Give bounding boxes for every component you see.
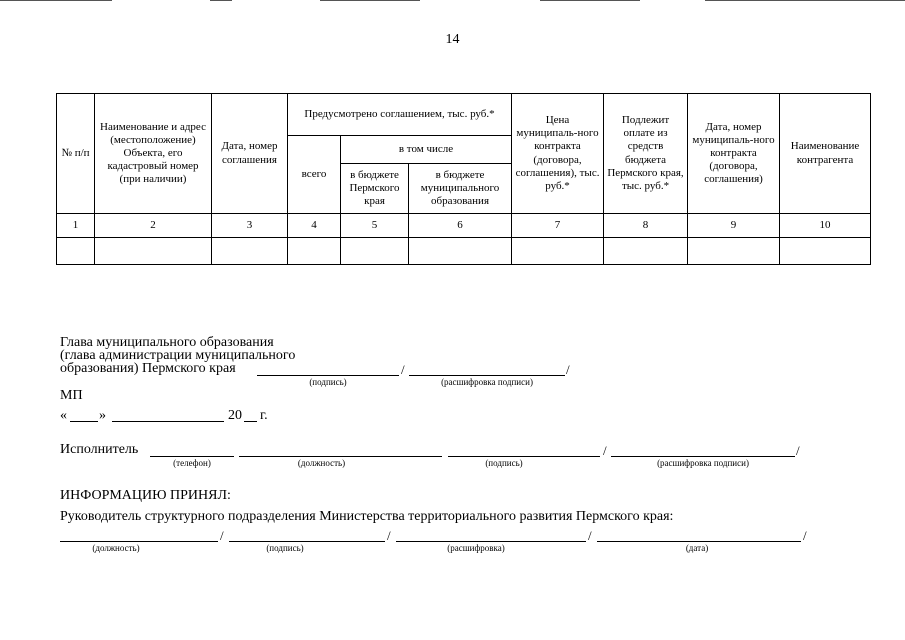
scan-edge-line [210,0,232,1]
header-payable: Подлежит оплате из средств бюджета Пермского края, тыс. руб.* [604,94,688,214]
header-including: в том числе [341,136,512,164]
date-year-prefix: 20 [228,408,242,423]
column-number: 10 [780,214,871,238]
unit-date-field[interactable] [597,541,801,542]
date-close-quote: » [99,408,106,423]
scan-edge-line [705,0,905,1]
separator: / [220,528,224,543]
executor-label: Исполнитель [60,442,139,457]
column-number: 4 [288,214,341,238]
header-object: Наименование и адрес (местоположение) Объекта, его кадастровый номер (при наличии) [95,94,212,214]
separator: / [796,443,800,458]
separator: / [603,443,607,458]
caption-decode-signature: (расшифровка подписи) [441,377,533,387]
column-number: 8 [604,214,688,238]
head-title-line3: образования) Пермского края [60,361,236,376]
column-number: 1 [57,214,95,238]
header-price: Цена муниципаль-ного контракта (договора, соглашения), тыс. руб.* [512,94,604,214]
unit-signature-field[interactable] [229,541,385,542]
executor-phone-field[interactable] [150,456,234,457]
column-number: 5 [341,214,409,238]
separator: / [387,528,391,543]
column-number: 2 [95,214,212,238]
caption-decode-signature: (расшифровка подписи) [657,458,749,468]
caption-signature: (подпись) [309,377,347,387]
header-total: всего [288,136,341,214]
head-decode-field[interactable] [409,375,565,376]
scan-edge-line [0,0,112,1]
header-contract-date: Дата, номер муниципаль-ного контракта (договора, соглашения) [688,94,780,214]
header-provided: Предусмотрено соглашением, тыс. руб.* [288,94,512,136]
unit-decode-field[interactable] [396,541,586,542]
date-year-field[interactable] [244,421,257,422]
table-cell [95,238,212,265]
separator: / [803,528,807,543]
column-number: 3 [212,214,288,238]
head-title-line1: Глава муниципального образования [60,335,274,350]
report-table [56,93,871,265]
table-cell [288,238,341,265]
date-year-suffix: г. [260,408,268,423]
table-cell [341,238,409,265]
unit-head-label: Руководитель структурного подразделения Министерства территориального развития Пермского края: [60,509,674,524]
table-cell [512,238,604,265]
stamp-place: МП [60,388,83,403]
header-agreement: Дата, номер соглашения [212,94,288,214]
column-number: 7 [512,214,604,238]
caption-position: (должность) [92,543,140,553]
table-cell [409,238,512,265]
table-cell [688,238,780,265]
executor-decode-field[interactable] [611,456,795,457]
column-number: 9 [688,214,780,238]
caption-position: (должность) [297,458,346,468]
caption-signature: (подпись) [485,458,523,468]
unit-position-field[interactable] [60,541,218,542]
accepted-heading: ИНФОРМАЦИЮ ПРИНЯЛ: [60,488,231,503]
scan-edge-line [540,0,640,1]
table-cell [604,238,688,265]
column-number: 6 [409,214,512,238]
date-open-quote: « [60,408,67,423]
caption-phone: (телефон) [173,458,211,468]
header-perm-budget: в бюджете Пермского края [341,164,409,214]
table-cell [212,238,288,265]
date-day-field[interactable] [70,421,98,422]
executor-position-field[interactable] [239,456,442,457]
separator: / [566,362,570,377]
header-municipal-budget: в бюджете муниципального образования [409,164,512,214]
table-cell [57,238,95,265]
date-month-field[interactable] [112,421,224,422]
caption-signature: (подпись) [266,543,304,553]
scan-edge-line [320,0,420,1]
executor-signature-field[interactable] [448,456,600,457]
page-number: 14 [445,32,460,47]
table-cell [780,238,871,265]
header-num: № п/п [57,94,95,214]
separator: / [588,528,592,543]
caption-date: (дата) [685,543,709,553]
head-title-line2: (глава администрации муниципального [60,348,296,363]
head-signature-field[interactable] [257,375,399,376]
separator: / [401,362,405,377]
header-contractor: Наименование контрагента [780,94,871,214]
caption-decode: (расшифровка) [447,543,505,553]
